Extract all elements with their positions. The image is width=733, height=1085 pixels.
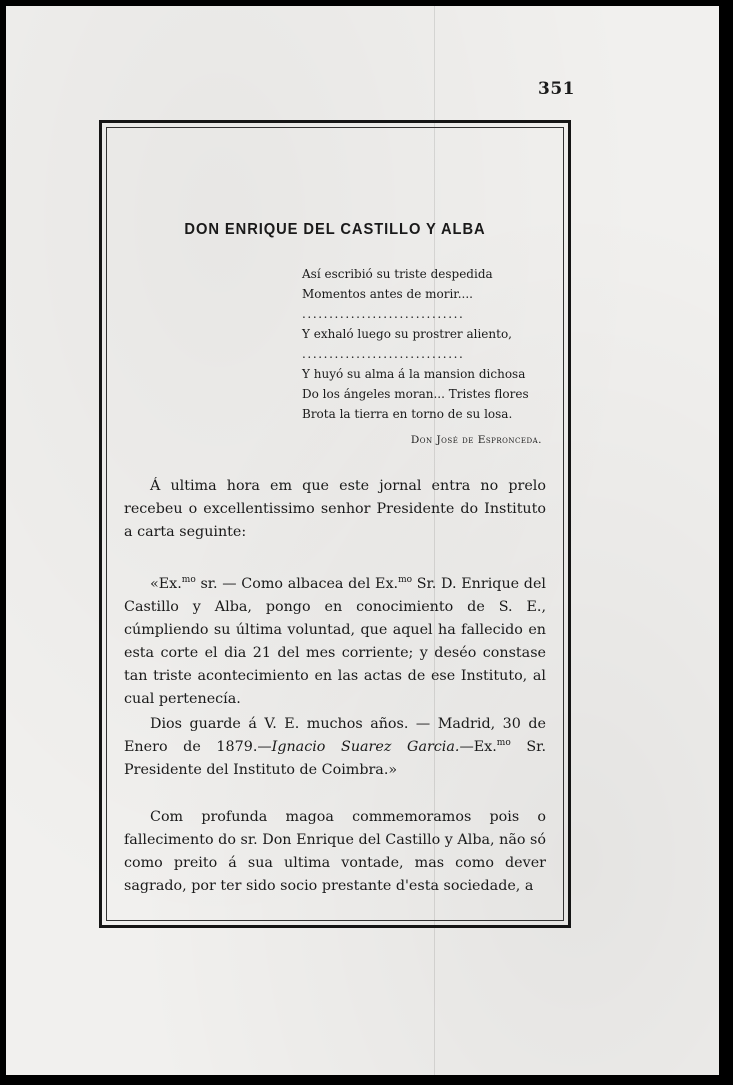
closing-text: Sr. Presidente del Instituto de Coimbra.» xyxy=(124,739,546,778)
poem-epigraph xyxy=(302,264,562,424)
poem-line: Brota la tierra en torno de su losa. xyxy=(302,407,513,421)
closing-text: —Ex. xyxy=(459,739,497,755)
letter-text: sr. — Como albacea del Ex. xyxy=(195,576,399,592)
superscript: mo xyxy=(181,575,196,586)
superscript: mo xyxy=(496,738,511,749)
closing-text: Dios guarde á V. E. muchos años. — Madrid, 30 de Enero de 1879.— xyxy=(124,716,546,755)
letter-text: Sr. D. Enrique del Castillo y Alba, pongo en conocimiento de S. E., cúmpliendo su última voluntad, que aquel ha fallecido en esta corte el dia 21 del mes corriente; y deséo constase tan triste acontecimiento en las actas de ese Instituto, al cual pertenecía. xyxy=(124,576,546,707)
document-page xyxy=(6,6,719,1075)
poem-line: Momentos antes de morir.... xyxy=(302,287,473,301)
intro-text: Á ultima hora em que este jornal entra no prelo recebeu o excellentissimo senhor Presidente do Instituto a carta seguinte: xyxy=(124,478,546,540)
article-title: DON ENRIQUE DEL CASTILLO Y ALBA xyxy=(184,221,486,238)
poem-ellipsis: .............................. xyxy=(302,307,465,321)
poem-line: Así escribió su triste despedida xyxy=(302,267,493,281)
poem-line: Y huyó su alma á la mansion dichosa xyxy=(302,367,526,381)
final-text: Com profunda magoa commemoramos pois o fallecimento do sr. Don Enrique del Castillo y Alba, não só como preito á sua ultima vontade, mas como dever sagrado, por ter sido socio prestante d'esta sociedade, a xyxy=(124,809,546,894)
intro-paragraph xyxy=(124,475,546,544)
closing-paragraph xyxy=(124,713,546,782)
page-number: 351 xyxy=(538,79,575,99)
superscript: mo xyxy=(398,575,413,586)
final-paragraph xyxy=(124,806,546,898)
poem-ellipsis: .............................. xyxy=(302,347,465,361)
mourning-border-frame xyxy=(99,120,571,928)
letter-text-open: «Ex. xyxy=(150,576,182,592)
letter-paragraph xyxy=(124,573,546,711)
poem-line: Y exhaló luego su prostrer aliento, xyxy=(302,327,512,341)
poem-author: Don José de Espronceda. xyxy=(410,434,542,446)
signer-name: Ignacio Suarez Garcia. xyxy=(271,739,460,755)
poem-line: Do los ángeles moran... Tristes flores xyxy=(302,387,529,401)
